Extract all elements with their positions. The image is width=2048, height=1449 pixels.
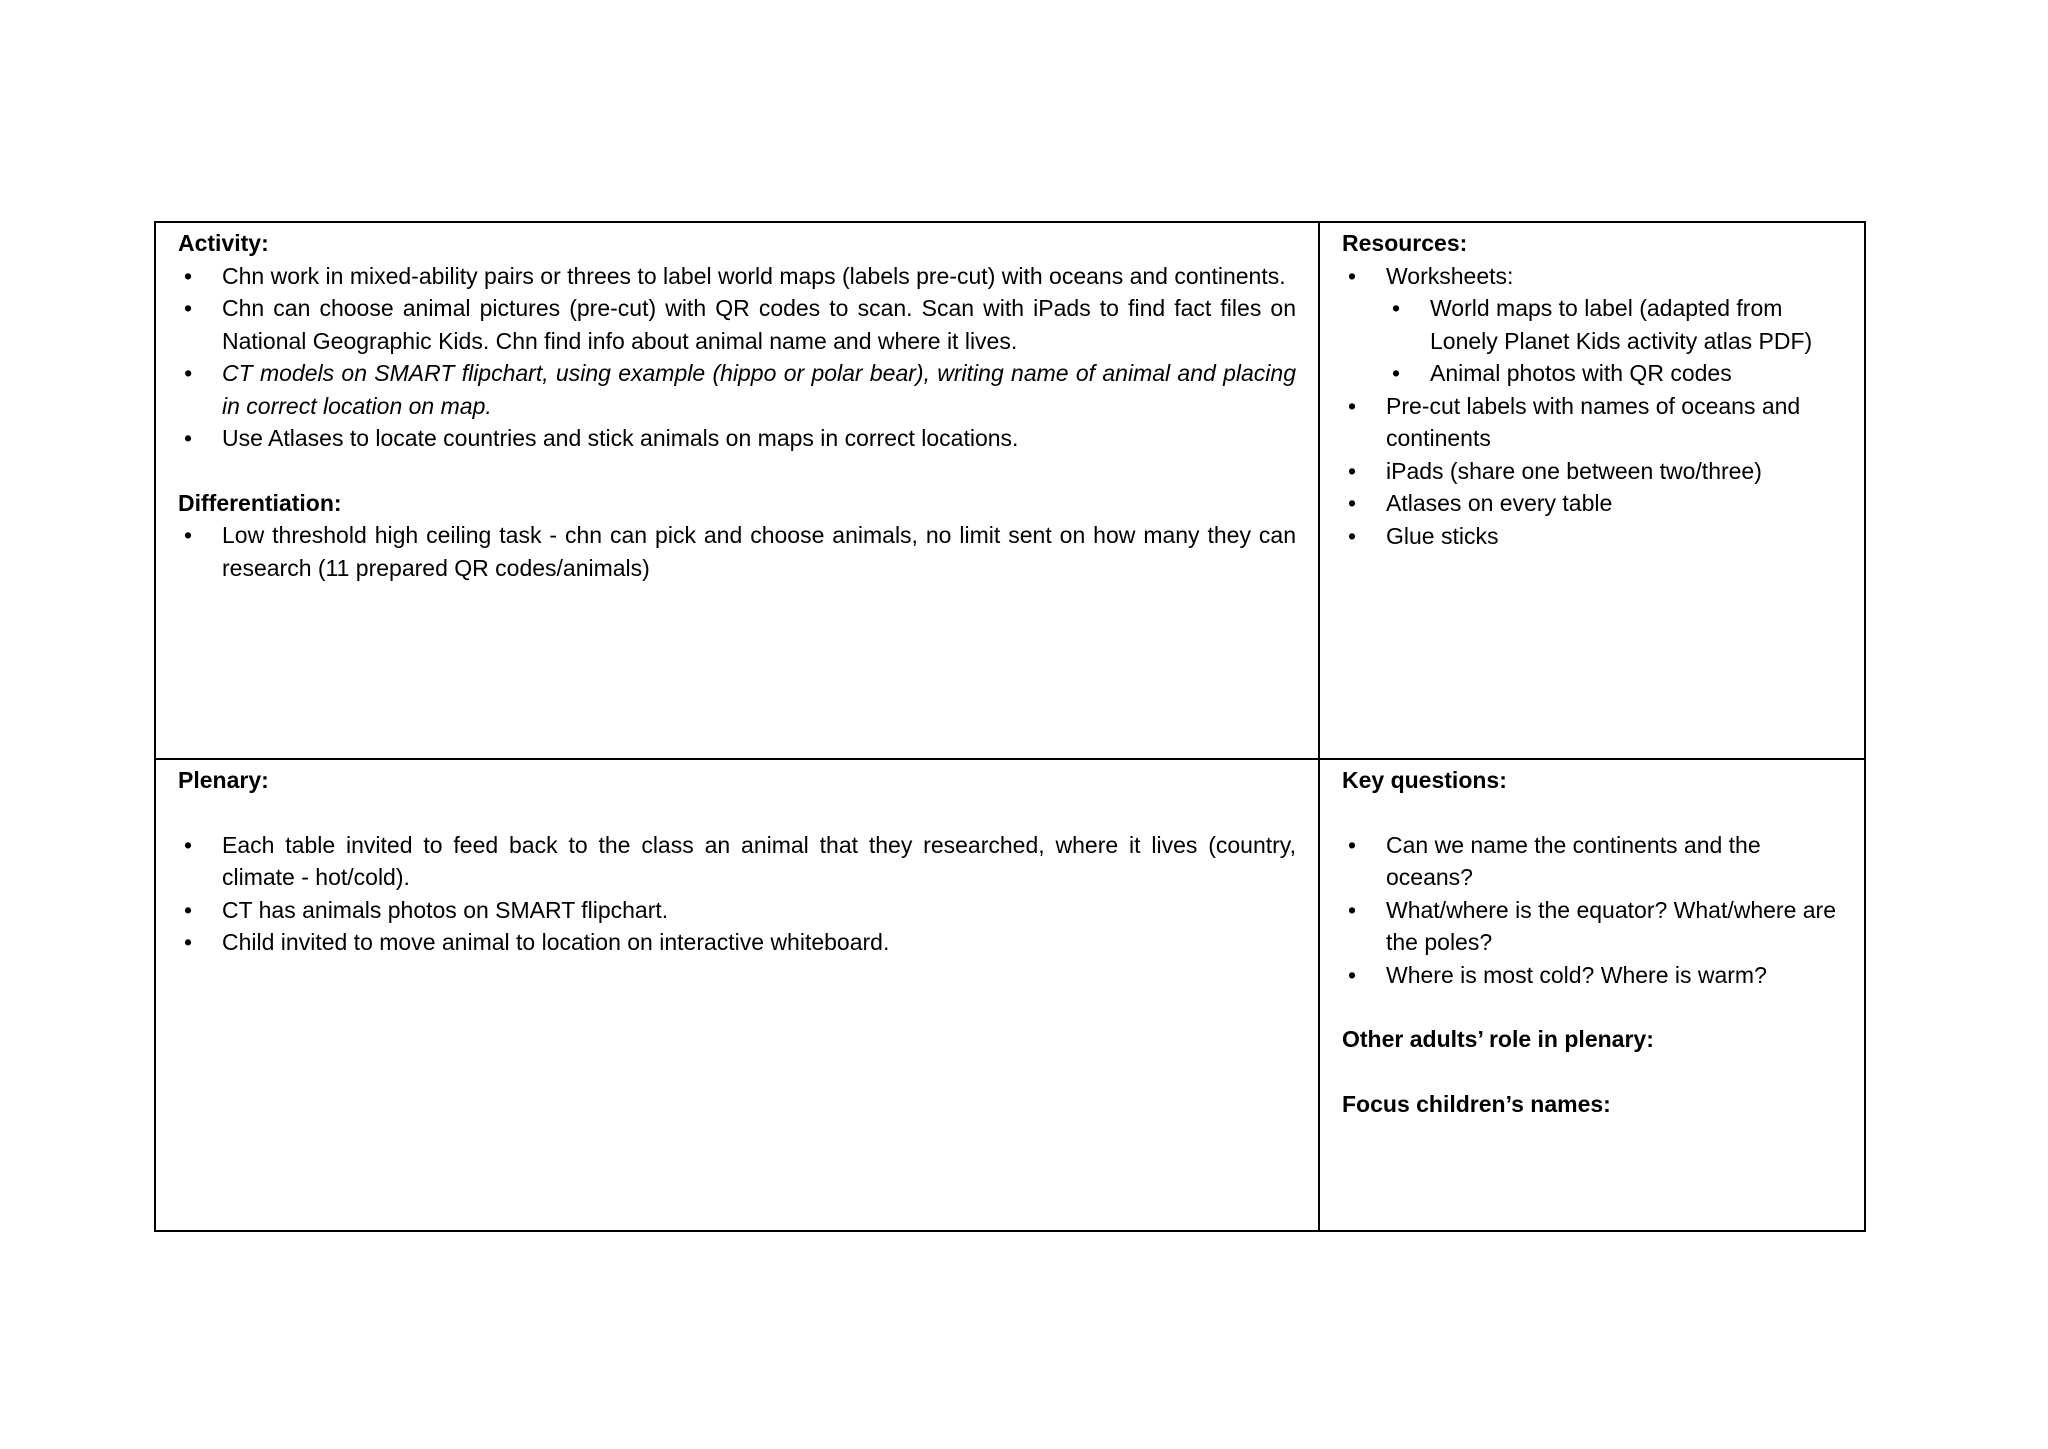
activity-item: • Use Atlases to locate countries and stick animals on maps in correct locations.	[178, 422, 1296, 455]
focus-children-heading: Focus children’s names:	[1342, 1090, 1611, 1117]
worksheets-label: Worksheets:	[1386, 262, 1514, 289]
resources-item	[1342, 260, 1842, 390]
resources-item: • Atlases on every table	[1342, 487, 1842, 520]
plenary-heading: Plenary:	[178, 767, 269, 793]
activity-item: • CT models on SMART flipchart, using example (hippo or polar bear), writing name of animal and placing in correct location on map.	[178, 357, 1296, 422]
resources-item: • iPads (share one between two/three)	[1342, 455, 1842, 488]
activity-cell	[155, 222, 1319, 759]
plenary-item: • Child invited to move animal to location on interactive whiteboard.	[178, 926, 1296, 959]
key-questions-heading: Key questions:	[1342, 767, 1507, 793]
worksheets-item: • World maps to label (adapted from Lonely Planet Kids activity atlas PDF)	[1386, 292, 1842, 357]
differentiation-list	[178, 519, 1296, 584]
differentiation-item: • Low threshold high ceiling task - chn can pick and choose animals, no limit sent on how many they can research (11 prepared QR codes/animals)	[178, 519, 1296, 584]
differentiation-heading: Differentiation:	[178, 489, 342, 516]
key-questions-list	[1342, 829, 1842, 992]
worksheets-sublist	[1386, 292, 1842, 390]
key-question-item: • Where is most cold? Where is warm?	[1342, 959, 1842, 992]
resources-item: • Glue sticks	[1342, 520, 1842, 553]
resources-cell	[1319, 222, 1865, 759]
other-adults-heading: Other adults’ role in plenary:	[1342, 1026, 1654, 1052]
plenary-item: • Each table invited to feed back to the class an animal that they researched, where it lives (country, climate - hot/cold).	[178, 829, 1296, 894]
activity-item: • Chn work in mixed-ability pairs or threes to label world maps (labels pre-cut) with oceans and continents.	[178, 260, 1296, 293]
key-question-item: • What/where is the equator? What/where are the poles?	[1342, 894, 1842, 959]
resources-item: • Pre-cut labels with names of oceans and continents	[1342, 390, 1842, 455]
key-questions-cell	[1319, 759, 1865, 1231]
activity-item: • Chn can choose animal pictures (pre-cut) with QR codes to scan. Scan with iPads to find fact files on National Geographic Kids. Chn find info about animal name and where it lives.	[178, 292, 1296, 357]
activity-heading: Activity:	[178, 230, 269, 256]
resources-heading: Resources:	[1342, 230, 1468, 256]
lesson-plan-table	[154, 221, 1866, 1232]
key-question-item: • Can we name the continents and the oceans?	[1342, 829, 1842, 894]
resources-list	[1342, 260, 1842, 553]
worksheets-item: • Animal photos with QR codes	[1386, 357, 1842, 390]
activity-list	[178, 260, 1296, 455]
plenary-item: • CT has animals photos on SMART flipchart.	[178, 894, 1296, 927]
plenary-list	[178, 829, 1296, 959]
plenary-cell	[155, 759, 1319, 1231]
